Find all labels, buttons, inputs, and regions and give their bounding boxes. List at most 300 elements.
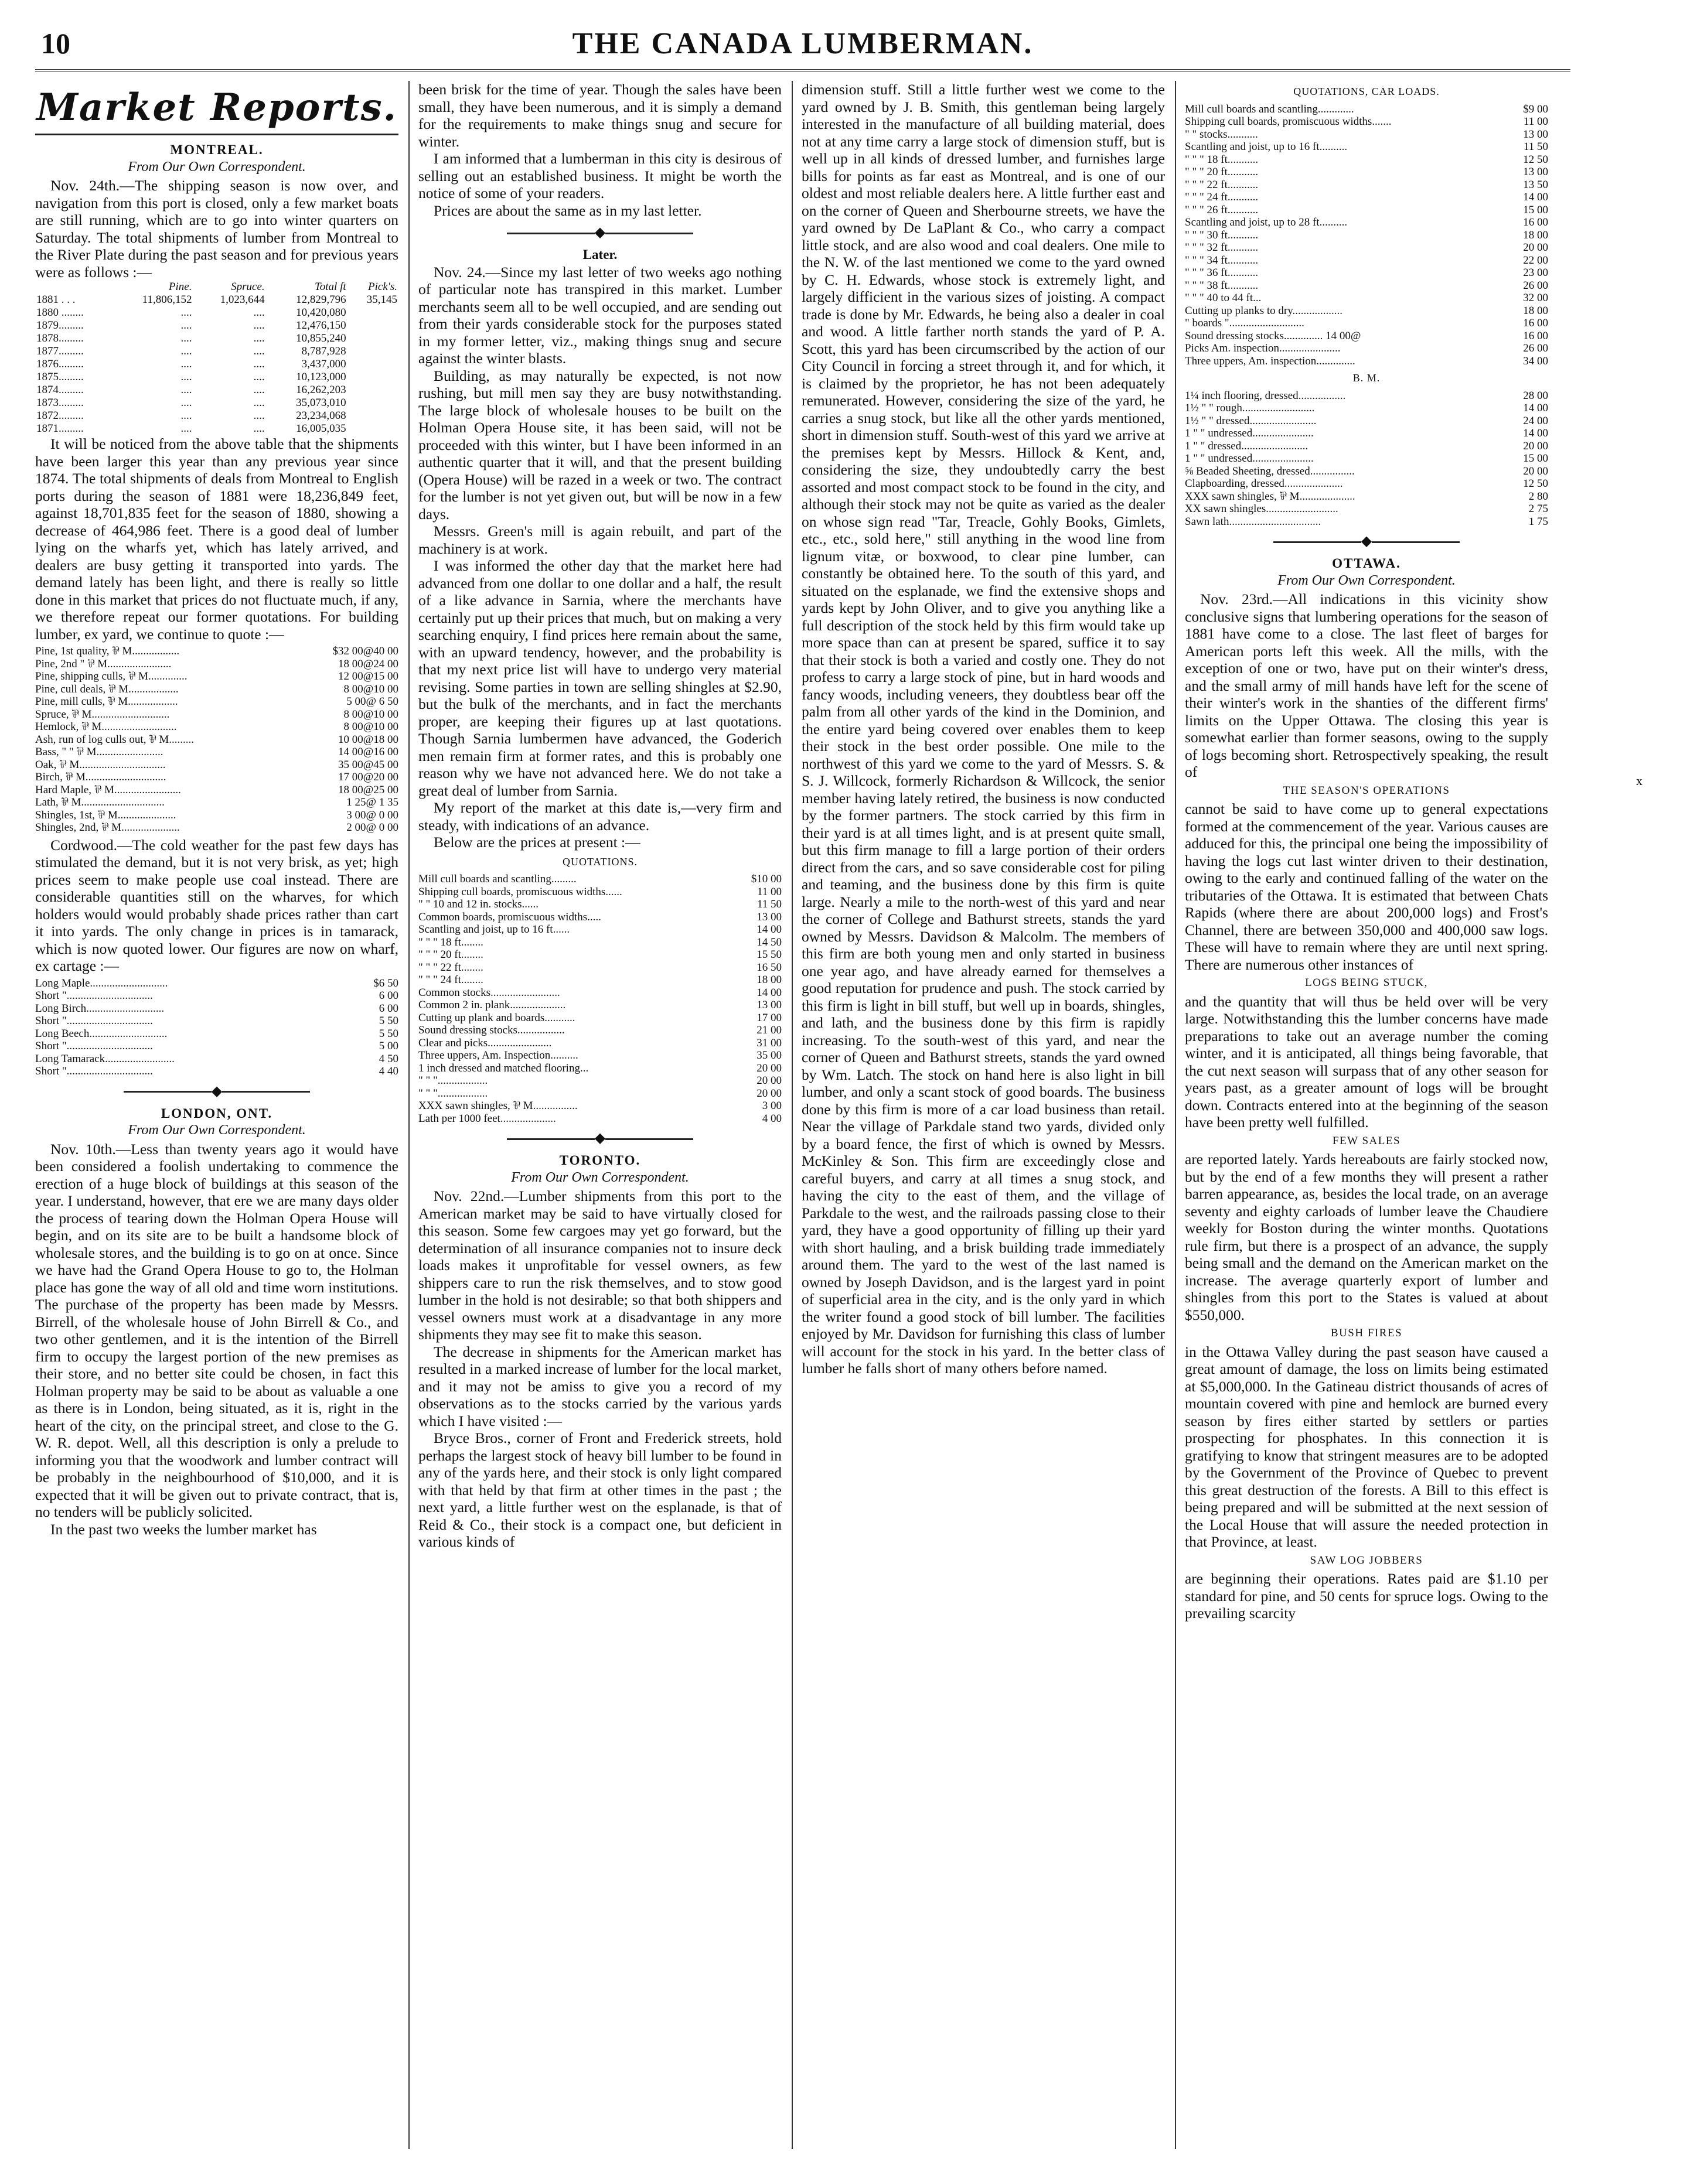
price-row [418, 923, 782, 936]
price-value: 13 00 [757, 910, 782, 923]
table-row [35, 319, 398, 332]
price-value: 32 00 [1523, 292, 1548, 304]
price-value: $6 50 [373, 977, 398, 989]
price-value: 14 00@16 00 [338, 746, 398, 758]
price-row [35, 1053, 398, 1066]
price-item: Short "............................... [35, 989, 153, 1002]
table-cell: 12,476,150 [296, 319, 346, 332]
table-cell: 12,829,796 [296, 294, 346, 306]
price-value: 5 00 [379, 1040, 398, 1052]
price-item: " " " 32 ft........... [1185, 241, 1259, 254]
price-value: 16 00 [1523, 317, 1548, 329]
price-row [35, 683, 398, 696]
table-cell: .... [253, 332, 265, 344]
price-value: 34 00 [1523, 354, 1548, 367]
price-item: Pine, 1st quality, ⅌ M................. [35, 645, 180, 657]
price-row [35, 1015, 398, 1028]
price-row [1185, 153, 1548, 166]
table-cell: .... [253, 371, 265, 383]
price-item: Three uppers, Am. inspection.............. [1185, 354, 1355, 367]
price-item: 1 " " undressed...................... [1185, 452, 1314, 465]
price-item: Cutting up plank and boards........... [418, 1011, 575, 1024]
price-value: 11 00 [757, 885, 782, 898]
price-item: Scantling and joist, up to 16 ft.......... [1185, 141, 1348, 153]
price-row [35, 658, 398, 671]
correspondent-line: From Our Own Correspondent. [1277, 572, 1456, 588]
price-value: 14 50 [757, 936, 782, 948]
price-item: " " " 40 to 44 ft... [1185, 292, 1262, 304]
price-item: Sawn lath................................. [1185, 515, 1321, 528]
price-value: 20 00 [1523, 465, 1548, 477]
price-item: Picks Am. inspection...................... [1185, 342, 1341, 354]
inline-heading: BUSH FIRES [1330, 1327, 1403, 1339]
price-item: " " stocks........... [1185, 128, 1258, 141]
price-value: 1 25@ 1 35 [346, 796, 398, 808]
price-item: " " " 18 ft........ [418, 936, 483, 948]
table-cell: .... [180, 319, 192, 332]
price-value: 28 00 [1523, 389, 1548, 402]
price-item: " " " 38 ft........... [1185, 279, 1259, 292]
price-row [35, 989, 398, 1002]
table-header-cell: Total ft [314, 281, 346, 293]
price-value: 11 50 [757, 898, 782, 910]
inline-heading: FEW SALES [1332, 1134, 1401, 1147]
table-cell: .... [180, 306, 192, 319]
price-value: 8 00@10 00 [343, 721, 398, 733]
section-ornament: ◆ [418, 1128, 782, 1148]
article-paragraph: cannot be said to have come up to general expectations formed at the commencement of the year. Various causes are adduced for this, the principal one being the impossibility of having the logs cut last winter driven to their destination, owing to the early and continued falling of the water on the tributaries of the Ottawa. It is estimated that between Chats Rapids (where there are about 200,000 logs) and Frost's Channel, there are between 350,000 and 400,000 saw logs. These will have to remain where they are until next spring. There are numerous other instances of [1185, 800, 1548, 973]
price-item: Short "............................... [35, 1040, 153, 1052]
table-header-cell: Pick's. [368, 281, 397, 293]
price-row [418, 1113, 782, 1125]
price-row [1185, 141, 1548, 153]
bm-list [1185, 390, 1548, 528]
price-row [1185, 128, 1548, 141]
cordwood-price-list [35, 977, 398, 1078]
price-item: Shipping cull boards, promiscuous widths...... [418, 885, 622, 898]
article-paragraph: and the quantity that will thus be held over will be very large. Notwithstanding this the lumber concerns have made preparations to take out an average number the coming winter, and it is anticipated, all things being favorable, that the cut next season will surpass that of any other season for years past, as a greater amount of logs will be brought down. Contracts entered into at the beginning of the season have been pretty well fulfilled. [1185, 992, 1548, 1131]
table-cell [347, 397, 398, 409]
price-value: 22 00 [1523, 254, 1548, 267]
article-paragraph: Nov. 22nd.—Lumber shipments from this port to the American market may be said to have virtually closed for this season. Some few cargoes may yet go forward, but the determination of all insurance companies not to insure deck loads makes it unprofitable for vessel owners, as few shippers care to run the risk themselves, and to stow good lumber in the hold is not desirable; so that both shippers and vessel owners must work at a disadvantage in any more shipments they may see fit to make this season. [418, 1187, 782, 1343]
section-ornament: ◆ [1185, 531, 1548, 551]
newspaper-page [35, 23, 1570, 2156]
price-row [1185, 415, 1548, 428]
table-row [35, 397, 398, 409]
price-item: Long Birch............................ [35, 1002, 165, 1015]
table-cell: 10,123,000 [296, 371, 346, 383]
price-value: 12 00@15 00 [338, 670, 398, 682]
table-cell: 1875......... [36, 371, 84, 383]
price-row [418, 1087, 782, 1100]
price-item: " boards "........................... [1185, 317, 1304, 329]
article-paragraph: are reported lately. Yards hereabouts are fairly stocked now, but by the end of a few months they will present a rather barren appearance, as, besides the local trade, on an average seventy and eighty carloads of lumber leave the Chaudiere weekly for Boston during the winter months. Quotations rule firm, but there is a prospect of an advance, the supply being small and the demand on the American market on the increase. The average quarterly export of lumber and shingles from this port to the States is valued at about $550,000. [1185, 1151, 1548, 1323]
article-paragraph: Bryce Bros., corner of Front and Frederick streets, hold perhaps the largest stock of heavy bill lumber to be found in any of the yards here, and their stock is only light compared with that held by that firm at other times in the past ; the next yard, a little further west on the esplanade, is that of Reid & Co., their stock is a compact one, but deficient in various kinds of [418, 1429, 782, 1550]
price-row [35, 759, 398, 772]
section-heading-london: LONDON, ONT. [161, 1105, 273, 1121]
article-paragraph: Nov. 24.—Since my last letter of two weeks ago nothing of particular note has transpired in this market. Lumber merchants seem all to be well occupied, and are sending out from their yards considerable stock for the purposes stated in my former letter, viz., making things snug and secure against the winter blasts. [418, 263, 782, 367]
price-row [35, 784, 398, 797]
table-row [35, 294, 398, 306]
price-value: 10 00@18 00 [338, 733, 398, 746]
price-item: " " " 26 ft........... [1185, 203, 1259, 216]
price-item: Oak, ⅌ M............................... [35, 758, 166, 771]
price-row [418, 1100, 782, 1113]
article-paragraph: Below are the prices at present :— [434, 834, 640, 851]
table-cell: 35,073,010 [296, 397, 346, 409]
price-row [418, 898, 782, 911]
price-item: 1½ " " dressed........................ [1185, 414, 1317, 427]
table-cell: .... [180, 397, 192, 409]
table-row [35, 306, 398, 319]
price-row [1185, 465, 1548, 478]
price-item: 1 inch dressed and matched flooring... [418, 1062, 589, 1074]
price-value: 13 00 [1523, 166, 1548, 178]
article-paragraph: I was informed the other day that the market here had advanced from one dollar to one dollar and a half, the result of a like advance in Sarnia, where the merchants have certainly put up their prices that much, but on making a very searching enquiry, I find prices here remain about the same, with an upward tendency, however, and the probability is that my next price list will have to undergo very material revising. Some parties in town are selling shingles at $2.90, but the bulk of the merchants, and in fact the merchants proper, are keeping their figures up at last quotations. Though Sarnia lumbermen have advanced, the Goderich men remain firm at former rates, and this is probably one reason why we have not advanced here. We do not take a great deal of lumber from Sarnia. [418, 557, 782, 799]
price-row [1185, 103, 1548, 116]
price-item: 1½ " " rough.......................... [1185, 402, 1315, 414]
price-item: Pine, cull deals, ⅌ M.................. [35, 682, 179, 695]
price-item: Sound dressing stocks................. [418, 1024, 565, 1036]
price-value: 8 00@10 00 [343, 682, 398, 695]
price-row [418, 886, 782, 899]
table-cell: .... [253, 319, 265, 332]
price-value: 3 00 [762, 1100, 782, 1112]
newspaper-title: THE CANADA LUMBERMAN. [572, 27, 1034, 60]
table-cell: .... [180, 371, 192, 383]
quotations-list [418, 873, 782, 1125]
table-cell: 1878......... [36, 332, 84, 344]
correspondent-line: From Our Own Correspondent. [128, 1122, 306, 1138]
price-value: 12 50 [1523, 153, 1548, 166]
price-row [418, 974, 782, 987]
price-item: Birch, ⅌ M............................. [35, 771, 166, 783]
table-cell [347, 422, 398, 435]
price-value: 17 00@20 00 [338, 771, 398, 783]
table-cell: .... [180, 384, 192, 396]
price-item: Long Tamarack......................... [35, 1052, 175, 1065]
article-paragraph: Nov. 23rd.—All indications in this vicinity show conclusive signs that lumbering operations for the season of 1881 have come to a close. The last fleet of barges for American ports left this week. All the mills, with the exception of one or two, have put on their winter's dress, and the small army of mill hands have left for the scene of their winter's work in the shanties of the different firms' limits on the Upper Ottawa. The closing this year is somewhat earlier than former seasons, owing to the supply of logs becoming short. Retrospectively speaking, the result of [1185, 591, 1548, 780]
table-cell: 10,420,080 [296, 306, 346, 319]
price-value: 5 00@ 6 50 [346, 695, 398, 708]
price-row [35, 796, 398, 809]
section-heading-toronto: TORONTO. [559, 1153, 641, 1168]
price-row [35, 1028, 398, 1040]
column-divider [1175, 81, 1176, 2149]
table-cell: 1877......... [36, 345, 84, 357]
price-row [35, 1065, 398, 1078]
subheading-later: Later. [582, 247, 618, 262]
price-item: " " " 24 ft........... [1185, 191, 1259, 203]
column-4 [1185, 81, 1548, 2149]
price-value: 4 00 [762, 1112, 782, 1125]
price-row [35, 746, 398, 759]
price-value: 20 00 [1523, 439, 1548, 452]
price-value: 8 00@10 00 [343, 708, 398, 721]
price-row [418, 999, 782, 1012]
column-divider [792, 81, 793, 2149]
table-cell: .... [253, 358, 265, 370]
price-value: 13 00 [757, 999, 782, 1011]
price-row [35, 708, 398, 721]
price-value: 4 50 [379, 1052, 398, 1065]
price-item: " " ".................. [418, 1074, 488, 1087]
table-cell: 1871......... [36, 422, 84, 435]
price-value: 12 50 [1523, 477, 1548, 490]
table-cell [347, 319, 398, 332]
section-heading-montreal: MONTREAL. [170, 142, 264, 157]
price-value: 11 00 [1523, 115, 1548, 128]
table-cell: 1881 . . . [36, 294, 76, 306]
price-item: XX sawn shingles.......................... [1185, 503, 1338, 515]
price-value: 6 00 [379, 989, 398, 1002]
article-paragraph: Prices are about the same as in my last letter. [434, 202, 702, 219]
price-item: Cutting up planks to dry.................. [1185, 304, 1342, 317]
price-row [1185, 254, 1548, 267]
price-value: 21 00 [757, 1024, 782, 1036]
price-row [418, 1012, 782, 1025]
price-item: " " " 20 ft........ [418, 948, 483, 961]
price-item: " " " 22 ft........ [418, 961, 483, 974]
price-item: " " 10 and 12 in. stocks...... [418, 898, 539, 910]
article-paragraph: My report of the market at this date is,—very firm and steady, with indications of an advance. [418, 799, 782, 834]
article-paragraph: I am informed that a lumberman in this city is desirous of selling out an established business. It might be worth the notice of some of your readers. [418, 150, 782, 202]
price-row [1185, 229, 1548, 242]
table-cell [347, 358, 398, 371]
price-row [1185, 317, 1548, 330]
price-row [35, 695, 398, 708]
price-row [1185, 490, 1548, 503]
price-row [1185, 427, 1548, 440]
price-row [35, 733, 398, 746]
article-paragraph: It will be noticed from the above table that the shipments have been larger this year than any previous year since 1874. The total shipments of deals from Montreal to English ports during the season of 1881 were 18,236,849 feet, against 18,701,835 feet for the season of 1880, showing a decrease of 464,986 feet. There is a good deal of lumber lying on the wharfs yet, which has lately arrived, and dealers are busy getting it transported into yards. The demand lately has been light, and there is really so little done in this market that prices do not fluctuate much, if any, we therefore repeat our former quotations. For building lumber, ex yard, we continue to quote :— [35, 435, 398, 643]
header-rule [35, 69, 1570, 71]
table-cell: .... [253, 306, 265, 319]
price-row [1185, 477, 1548, 490]
price-value: 26 00 [1523, 279, 1548, 292]
price-item: Pine, shipping culls, ⅌ M.............. [35, 670, 188, 682]
table-cell: 1876......... [36, 358, 84, 370]
price-item: Pine, 2nd " ⅌ M....................... [35, 657, 172, 670]
inline-heading: LOGS BEING STUCK, [1305, 977, 1428, 989]
price-value: 14 00 [757, 986, 782, 999]
price-row [1185, 204, 1548, 217]
price-row [1185, 390, 1548, 402]
table-header-cell [35, 281, 113, 294]
price-value: 14 00 [1523, 427, 1548, 439]
price-item: Long Maple............................ [35, 977, 168, 989]
price-item: Common 2 in. plank.................... [418, 999, 566, 1011]
table-cell: 23,234,068 [296, 409, 346, 422]
price-row [1185, 342, 1548, 355]
table-row [35, 371, 398, 384]
table-cell: .... [253, 384, 265, 396]
price-item: Short "............................... [35, 1015, 153, 1027]
column-2 [418, 81, 782, 2149]
inline-heading: SAW LOG JOBBERS [1310, 1554, 1423, 1567]
price-item: Common boards, promiscuous widths..... [418, 910, 601, 923]
price-value: 13 00 [1523, 128, 1548, 141]
price-value: 6 00 [379, 1002, 398, 1015]
price-item: ⅝ Beaded Sheeting, dressed................ [1185, 465, 1355, 477]
price-item: " " " 20 ft........... [1185, 166, 1259, 178]
price-item: Hard Maple, ⅌ M........................ [35, 783, 181, 796]
column-1 [35, 81, 398, 2149]
column-3 [802, 81, 1165, 2149]
price-value: 16 00 [1523, 216, 1548, 228]
price-item: 1 " " undressed...................... [1185, 427, 1314, 439]
shipments-table [35, 281, 398, 435]
price-value: 18 00 [1523, 304, 1548, 317]
table-cell: 16,005,035 [296, 422, 346, 435]
price-row [1185, 216, 1548, 229]
table-cell: 11,806,152 [142, 294, 192, 306]
price-item: XXX sawn shingles, ⅌ M................ [418, 1100, 578, 1112]
price-item: Scantling and joist, up to 16 ft...... [418, 923, 570, 936]
price-row [35, 670, 398, 683]
table-cell: 3,437,000 [301, 358, 346, 370]
price-item: 1 " " dressed........................ [1185, 439, 1308, 452]
price-value: 5 50 [379, 1027, 398, 1040]
price-value: $9 00 [1523, 103, 1548, 115]
price-value: 15 00 [1523, 452, 1548, 465]
price-value: 3 00@ 0 00 [346, 808, 398, 821]
article-paragraph: The decrease in shipments for the American market has resulted in a marked increase of lumber for the local market, and it may not be amiss to give you a record of my observations as to the stocks carried by the various yards which I have visited :— [418, 1343, 782, 1429]
price-item: " " " 22 ft........... [1185, 178, 1259, 191]
price-value: 24 00 [1523, 414, 1548, 427]
table-cell [347, 345, 398, 358]
price-value: 2 80 [1528, 490, 1548, 503]
table-header-cell: Pine. [168, 281, 192, 293]
price-value: 16 50 [757, 961, 782, 974]
price-row [418, 1037, 782, 1050]
table-cell: .... [253, 409, 265, 422]
article-paragraph: Nov. 10th.—Less than twenty years ago it would have been considered a foolish undertaking to commence the erection of a huge block of buildings at this season of the year. I understand, however, that ere we are many days older the process of tearing down the Holman Opera House will begin, and on its site are to be built a handsome block of wholesale stores, and the building is to go on at once. Since we have had the Grand Opera House to go to, the Holman place has gone the way of all old and time worn institutions. The purchase of the property has been made by Messrs. Birrell, of the wholesale house of John Birrell & Co., and two other gentlemen, and it is the intention of the Birrell firm to occupy the largest portion of the new premises as their store, and no better site could be chosen, in fact this Holman property may be said to be about as valuable a one as there is in London, being situated, as it is, right in the heart of the city, on the principal street, and close to the G. W. R. depot. Well, all this description is only a prelude to informing you that the woodwork and lumber contract will be probably in the neighbourhood of $10,000, and it is expected that it will be given out to private contract, that is, no tenders will be publicly solicited. [35, 1140, 398, 1520]
price-row [1185, 179, 1548, 192]
price-value: 2 00@ 0 00 [346, 821, 398, 834]
price-row [1185, 279, 1548, 292]
page-header [35, 23, 1570, 64]
price-item: Mill cull boards and scantling......... [418, 873, 577, 885]
car-loads-list [1185, 103, 1548, 368]
table-cell: 35,145 [366, 294, 397, 306]
price-row [35, 809, 398, 822]
price-item: " " " 36 ft........... [1185, 267, 1259, 279]
price-item: Shipping cull boards, promiscuous widths....... [1185, 115, 1392, 128]
article-paragraph: Cordwood.—The cold weather for the past few days has stimulated the demand, but it is not very brisk, as yet; high prices seem to make people use coal instead. There are considerable quantities still on the wharves, for which holders would would probably shade prices rather than cart it into yards. The only change in prices is in tamarack, which is now quoted lower. Our figures are now on wharf, ex cartage :— [35, 836, 398, 974]
price-value: 13 50 [1523, 178, 1548, 191]
price-value: 2 75 [1528, 503, 1548, 515]
price-item: Mill cull boards and scantling............. [1185, 103, 1354, 115]
table-cell [347, 332, 398, 345]
price-row [1185, 503, 1548, 516]
price-item: Clear and picks....................... [418, 1036, 552, 1049]
price-item: Ash, run of log culls out, ⅌ M......... [35, 733, 195, 746]
price-row [1185, 191, 1548, 204]
price-value: 23 00 [1523, 267, 1548, 279]
price-value: 4 40 [379, 1065, 398, 1077]
correspondent-line: From Our Own Correspondent. [128, 159, 306, 175]
table-cell: 1872......... [36, 409, 84, 422]
table-cell: 16,262,203 [296, 384, 346, 396]
price-value: 5 50 [379, 1015, 398, 1027]
article-paragraph: been brisk for the time of year. Though the sales have been small, they have been numerous, and it is simply a demand for the requirements to make things snug and secure for winter. [418, 81, 782, 150]
price-item: Hemlock, ⅌ M........................... [35, 721, 177, 733]
price-row [1185, 440, 1548, 453]
table-row [35, 409, 398, 422]
price-item: Pine, mill culls, ⅌ M.................. [35, 695, 178, 708]
price-value: 35 00 [757, 1049, 782, 1062]
price-row [1185, 166, 1548, 179]
price-value: 14 00 [1523, 402, 1548, 414]
table-cell: 1874......... [36, 384, 84, 396]
quotations-heading: QUOTATIONS. [562, 855, 638, 868]
table-cell: 1880 ........ [36, 306, 84, 319]
table-cell [347, 384, 398, 397]
article-paragraph: Messrs. Green's mill is again rebuilt, and part of the machinery is at work. [418, 523, 782, 557]
price-value: 18 00@24 00 [338, 657, 398, 670]
price-row [35, 1040, 398, 1053]
price-row [35, 721, 398, 733]
price-value: 18 00 [757, 974, 782, 986]
price-list [35, 645, 398, 834]
car-loads-heading: QUOTATIONS, CAR LOADS. [1293, 86, 1440, 97]
price-row [418, 1049, 782, 1062]
price-item: Spruce, ⅌ M............................ [35, 708, 170, 721]
price-value: 14 00 [757, 923, 782, 936]
price-row [1185, 115, 1548, 128]
table-cell: .... [253, 397, 265, 409]
price-row [418, 1074, 782, 1087]
article-paragraph: Nov. 24th.—The shipping season is now over, and navigation from this port is closed, only a few market boats are still running, which are to go into winter quarters on Saturday. The total shipments of lumber from Montreal to the River Plate during the past season and for previous years were as follows :— [35, 177, 398, 281]
price-value: $32 00@40 00 [332, 645, 398, 657]
price-item: " " " 18 ft........... [1185, 153, 1259, 166]
table-cell: .... [180, 345, 192, 357]
price-row [1185, 241, 1548, 254]
price-value: 18 00@25 00 [338, 783, 398, 796]
price-item: " " " 24 ft........ [418, 974, 483, 986]
price-row [35, 1002, 398, 1015]
price-row [418, 1024, 782, 1037]
price-value: 26 00 [1523, 342, 1548, 354]
price-row [1185, 452, 1548, 465]
price-item: Lath, ⅌ M.............................. [35, 796, 165, 808]
price-value: 15 50 [757, 948, 782, 961]
price-value: 16 00 [1523, 329, 1548, 342]
price-item: Common stocks......................... [418, 986, 560, 999]
price-value: 20 00 [757, 1087, 782, 1100]
table-cell [347, 306, 398, 319]
price-row [418, 1062, 782, 1075]
price-item: Three uppers, Am. Inspection.......... [418, 1049, 578, 1062]
price-item: 1¼ inch flooring, dressed................. [1185, 389, 1346, 402]
table-cell: 1879......... [36, 319, 84, 332]
price-item: Long Beech............................ [35, 1027, 168, 1040]
price-value: 31 00 [757, 1036, 782, 1049]
price-row [1185, 305, 1548, 318]
price-value: 18 00 [1523, 228, 1548, 241]
table-cell: 10,855,240 [296, 332, 346, 344]
price-item: Shingles, 1st, ⅌ M..................... [35, 808, 176, 821]
price-item: " " " 34 ft........... [1185, 254, 1259, 267]
table-header-row [35, 281, 398, 294]
price-row [1185, 267, 1548, 279]
price-row [418, 911, 782, 924]
article-paragraph: In the past two weeks the lumber market has [50, 1520, 317, 1538]
price-item: Sound dressing stocks.............. 14 00@ [1185, 329, 1361, 342]
price-row [1185, 330, 1548, 343]
price-value: 1 75 [1528, 515, 1548, 528]
